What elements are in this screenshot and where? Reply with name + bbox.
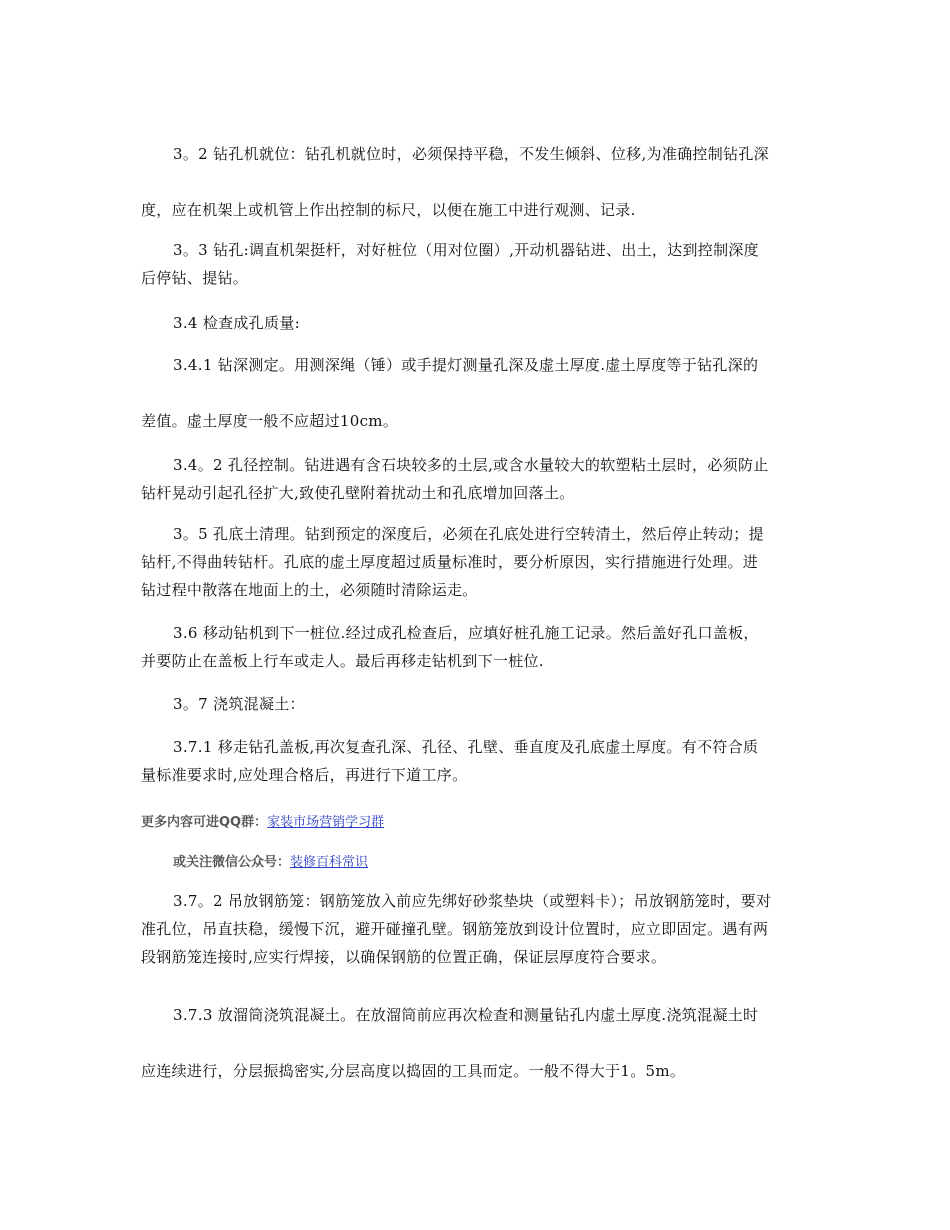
paragraph-3-4-1 [141,337,811,449]
paragraph-line: 3。2 钻孔机就位：钻孔机就位时，必须保持平稳，不发生倾斜、位移,为准确控制钻孔深 [173,145,769,163]
paragraph-line: 3.7.3 放溜筒浇筑混凝土。在放溜筒前应再次检查和测量钻孔内虚土厚度.浇筑混凝土时 [173,1006,759,1024]
paragraph-line: 3。5 孔底土清理。钻到预定的深度后，必须在孔底处进行空转清土，然后停止转动；提 [173,525,764,543]
paragraph-line: 3.7.1 移走钻孔盖板,再次复查孔深、孔径、孔壁、垂直度及孔底虚土厚度。有不符合质 [173,738,759,756]
paragraph-3-4 [141,309,811,337]
paragraph-line: 钻杆,不得曲转钻杆。孔底的虚土厚度超过质量标准时，要分析原因，实行措施进行处理。进 [141,553,759,571]
paragraph-line: 差值。虚土厚度一般不应超过10cm。 [141,412,399,430]
paragraph-line: 度，应在机架上或机管上作出控制的标尺，以便在施工中进行观测、记录. [141,201,636,219]
paragraph-3-7 [141,690,811,718]
paragraph-3-6 [141,619,811,675]
promo-qq-label: 更多内容可进QQ群： [141,815,268,830]
paragraph-line: 3。3 钻孔:调直机架挺杆，对好桩位（用对位圈）,开动机器钻进、出土，达到控制深度 [173,241,759,259]
promo-wechat-line [173,853,368,873]
paragraph-line: 钻过程中散落在地面上的土，必须随时清除运走。 [141,581,478,599]
paragraph-line: 应连续进行，分层振捣密实,分层高度以捣固的工具而定。一般不得大于1。5m。 [141,1062,686,1080]
wechat-account-link[interactable]: 装修百科常识 [290,855,369,870]
paragraph-line: 3.7。2 吊放钢筋笼：钢筋笼放入前应先绑好砂浆垫块（或塑料卡）；吊放钢筋笼时，要对 [173,892,772,910]
paragraph-line: 并要防止在盖板上行车或走人。最后再移走钻机到下一桩位. [141,652,544,670]
paragraph-line: 3.4。2 孔径控制。钻进遇有含石块较多的土层,或含水量较大的软塑粘土层时，必须防止 [173,456,769,474]
paragraph-3-3 [141,236,811,292]
paragraph-line: 3.4.1 钻深测定。用测深绳（锤）或手提灯测量孔深及虚土厚度.虚土厚度等于钻孔深的 [173,356,759,374]
paragraph-3-7-3 [141,987,811,1099]
paragraph-3-7-1 [141,733,811,789]
paragraph-line: 钻杆晃动引起孔径扩大,致使孔壁附着扰动土和孔底增加回落土。 [141,484,575,502]
paragraph-3-5 [141,520,811,604]
paragraph-3-7-2 [141,887,811,971]
paragraph-3-4-2 [141,451,811,507]
paragraph-line: 准孔位，吊直扶稳，缓慢下沉，避开碰撞孔壁。钢筋笼放到设计位置时，应立即固定。遇有两 [141,920,769,938]
promo-wechat-label: 或关注微信公众号： [173,855,291,870]
paragraph-line: 3。7 浇筑混凝土： [173,695,305,713]
paragraph-line: 量标准要求时,应处理合格后，再进行下道工序。 [141,766,468,784]
qq-group-link[interactable]: 家装市场营销学习群 [267,815,385,830]
paragraph-line: 后停钻、提钻。 [141,269,249,287]
paragraph-line: 段钢筋笼连接时,应实行焊接，以确保钢筋的位置正确，保证层厚度符合要求。 [141,948,667,966]
paragraph-3-2 [141,126,811,238]
paragraph-line: 3.6 移动钻机到下一桩位.经过成孔检查后，应填好桩孔施工记录。然后盖好孔口盖板， [173,624,759,642]
paragraph-line: 3.4 检查成孔质量: [173,314,300,332]
promo-qq-line [141,813,384,833]
